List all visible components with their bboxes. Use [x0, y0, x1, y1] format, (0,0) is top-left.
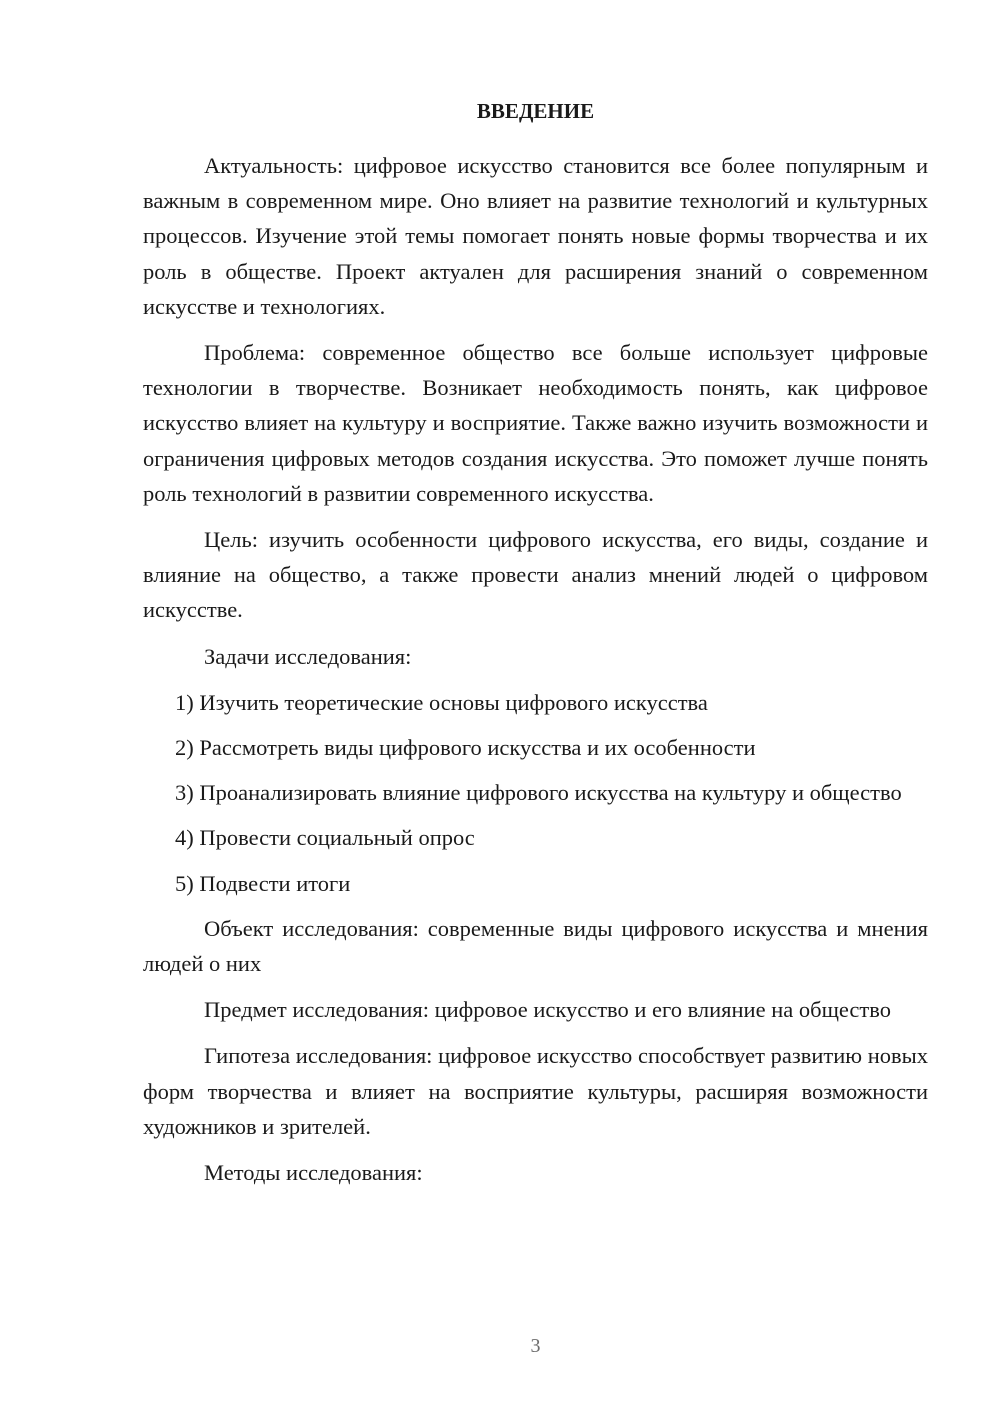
paragraph-goal: Цель: изучить особенности цифрового искусства, его виды, создание и влияние на общество, а также провести анализ мнений людей о цифровом искусстве.: [143, 527, 928, 623]
paragraph-subject: Предмет исследования: цифровое искусство и его влияние на общество: [204, 997, 891, 1023]
methods-heading: Методы исследования:: [204, 1160, 423, 1186]
list-item-task-1: 1) Изучить теоретические основы цифрового искусства: [175, 689, 708, 715]
paragraph-object: Объект исследования: современные виды цифрового искусства и мнения людей о них: [143, 915, 928, 977]
list-item-task-5: 5) Подвести итоги: [175, 870, 351, 896]
section-title: ВВЕДЕНИЕ: [476, 99, 595, 123]
list-item-task-2: 2) Рассмотреть виды цифрового искусства и их особенности: [175, 735, 756, 761]
tasks-heading: Задачи исследования:: [204, 643, 412, 669]
page-number: 3: [530, 1335, 541, 1357]
paragraph-hypothesis: Гипотеза исследования: цифровое искусство способствует развитию новых форм творчества и влияет на восприятие культуры, расширяя возможности художников и зрителей.: [143, 1043, 928, 1139]
page-body: [143, 94, 928, 1201]
page-number-container: [71, 1334, 1000, 1358]
paragraph-relevance: Актуальность: цифровое искусство становится все более популярным и важным в современном мире. Оно влияет на развитие технологий и культурных процессов. Изучение этой темы помогает понять новые формы творчества и их роль в обществе. Проект актуален для расширения знаний о современном искусстве и технологиях.: [143, 153, 928, 319]
list-item-task-3: 3) Проанализировать влияние цифрового искусства на культуру и общество: [175, 780, 902, 806]
paragraph-problem: Проблема: современное общество все больше использует цифровые технологии в творчестве. Возникает необходимость понять, как цифровое искусство влияет на культуру и восприятие. Также важно изучить возможности и ограничения цифровых методов создания искусства. Это поможет лучше понять роль технологий в развитии современного искусства.: [143, 340, 928, 506]
list-item-task-4: 4) Провести социальный опрос: [175, 825, 475, 851]
